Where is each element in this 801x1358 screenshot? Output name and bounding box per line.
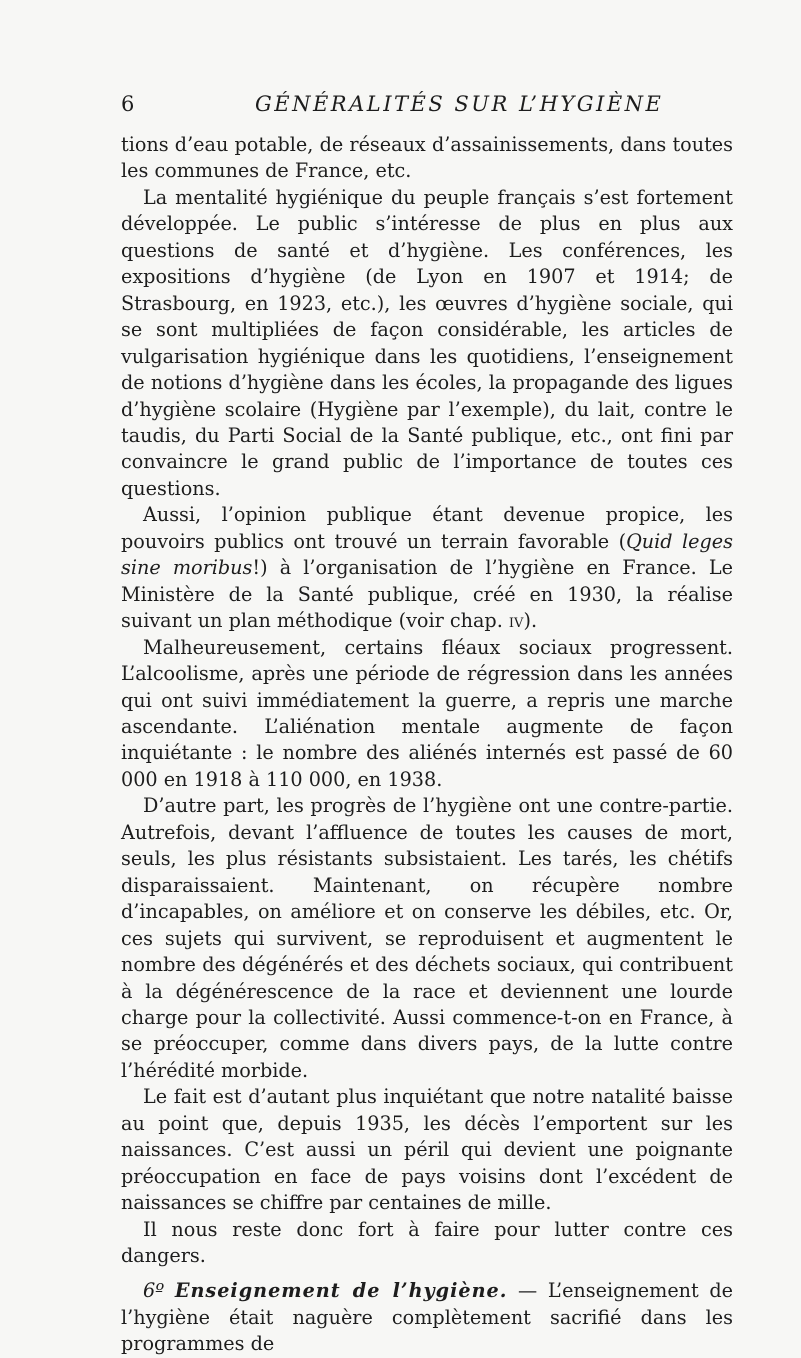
paragraph-natalite: Le fait est d’autant plus inquiétant que notre natalité baisse au point que, depuis 1935, les décès l’emportent sur les naissances. C’est aussi un péril qui devient une poignante préoccupation en face de pays voisins dont l’excédent de naissances se chiffre par centaines de mille. bbox=[121, 1085, 733, 1215]
paragraph-opinion-publique bbox=[121, 502, 733, 634]
opinion-text-before: Aussi, l’opinion publique étant devenue propice, les pouvoirs publics ont trouvé un terrain favorable ( bbox=[121, 503, 733, 553]
section-number: 6º bbox=[143, 1279, 165, 1303]
page-header bbox=[121, 92, 733, 132]
page-number: 6 bbox=[121, 92, 136, 116]
section-enseignement bbox=[121, 1278, 733, 1357]
paragraph-contre-partie: D’autre part, les progrès de l’hygiène ont une contre-partie. Autrefois, devant l’affluence de toutes les causes de mort, seuls, les plus résistants subsistaient. Les tarés, les chétifs disparaissaient. Maintenant, on récupère nombre d’incapables, on améliore et on conserve les débiles, etc. Or, ces sujets qui survivent, se reproduisent et augmentent le nombre des dégénérés et des déchets sociaux, qui contribuent à la dégénérescence de la race et deviennent une lourde charge pour la collectivité. Aussi commence-t-on en France, à se préoccuper, comme dans divers pays, de la lutte contre l’hérédité morbide. bbox=[121, 794, 733, 1082]
paragraph-conclusion: Il nous reste donc fort à faire pour lutter contre ces dangers. bbox=[121, 1217, 733, 1268]
latin-quote: Quid leges sine moribus bbox=[121, 529, 733, 580]
opinion-text-after: !) à l’organisation de l’hygiène en France. Le Ministère de la Santé publique, créé en 1930, la réalise suivant un plan méthodique (voir chap. bbox=[121, 556, 733, 633]
section-title: Enseignement de l’hygiène. bbox=[174, 1279, 508, 1303]
section-text: L’enseignement de l’hygiène était naguère complètement sacrifié dans les programmes de bbox=[121, 1279, 733, 1356]
paragraph-continuation: tions d’eau potable, de réseaux d’assainissements, dans toutes les communes de France, etc. bbox=[121, 133, 733, 183]
running-title: GÉNÉRALITÉS SUR L’HYGIÈNE bbox=[255, 92, 664, 116]
section-dash: — bbox=[507, 1279, 548, 1303]
chapter-reference: iv bbox=[508, 609, 524, 633]
body-text bbox=[121, 132, 733, 1358]
paragraph-fleaux-sociaux: Malheureusement, certains fléaux sociaux progressent. L’alcoolisme, après une période de régression dans les années qui ont suivi immédiatement la guerre, a repris une marche ascendante. L’aliénation mentale augmente de façon inquiétante : le nombre des aliénés internés est passé de 60 000 en 1918 à 110 000, en 1938. bbox=[121, 635, 733, 791]
book-page bbox=[121, 92, 733, 1358]
paragraph-mentalite: La mentalité hygiénique du peuple français s’est fortement développée. Le public s’intéresse de plus en plus aux questions de santé et d’hygiène. Les conférences, les expositions d’hygiène (de Lyon en 1907 et 1914; de Strasbourg, en 1923, etc.), les œuvres d’hygiène sociale, qui se sont multipliées de façon considérable, les articles de vulgarisation hygiénique dans les quotidiens, l’enseignement de notions d’hygiène dans les écoles, la propagande des ligues d’hygiène scolaire (Hygiène par l’exemple), du lait, contre le taudis, du Parti Social de la Santé publique, etc., ont fini par convaincre le grand public de l’importance de toutes ces questions. bbox=[121, 185, 733, 500]
opinion-text-end: ). bbox=[523, 609, 538, 633]
